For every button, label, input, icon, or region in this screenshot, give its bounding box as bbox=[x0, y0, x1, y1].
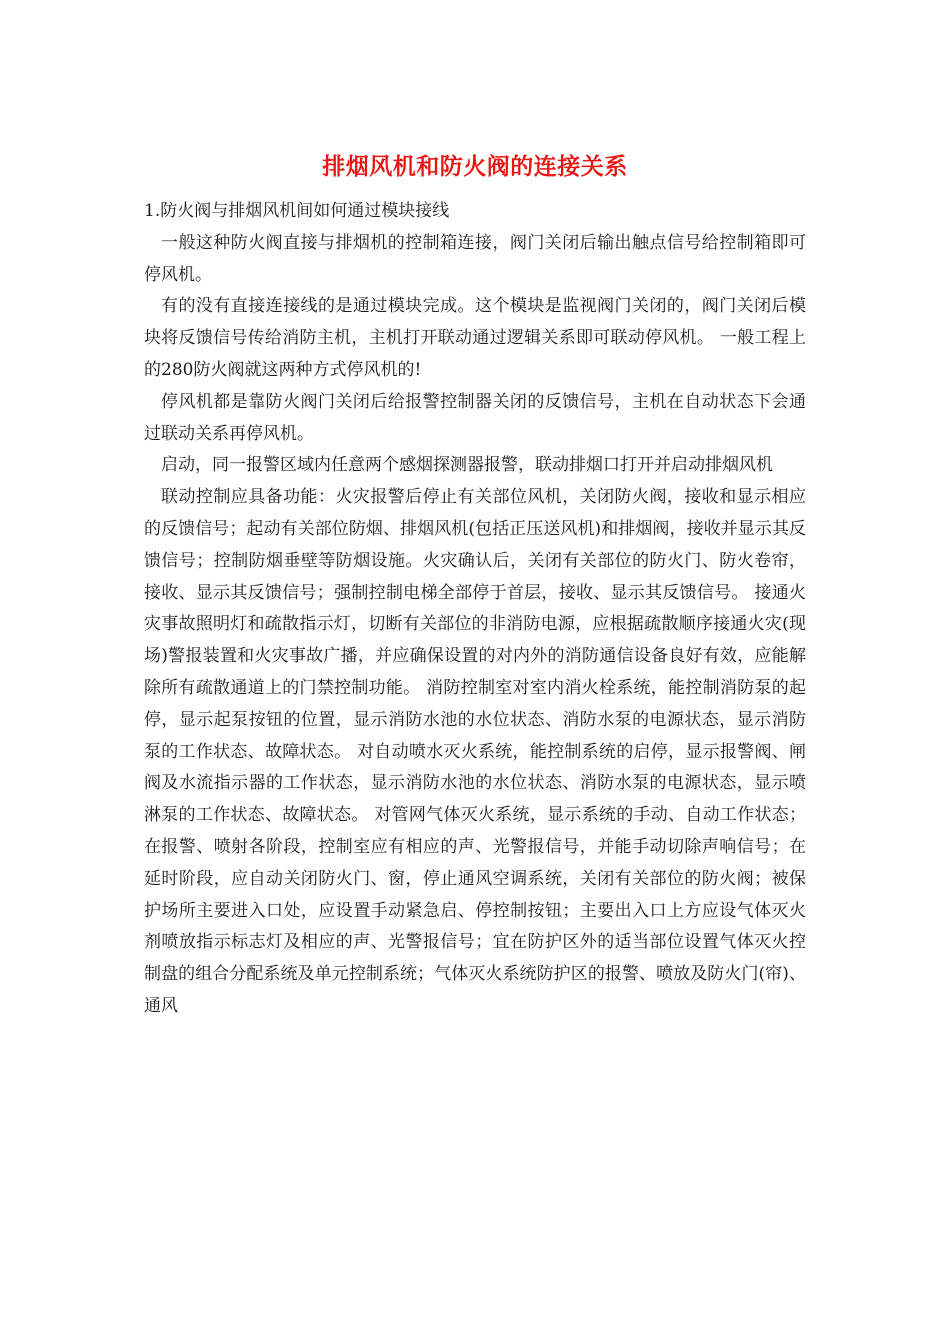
body-paragraph: 一般这种防火阀直接与排烟机的控制箱连接，阀门关闭后输出触点信号给控制箱即可停风机。 bbox=[144, 232, 806, 285]
body-paragraph: 联动控制应具备功能：火灾报警后停止有关部位风机，关闭防火阀，接收和显示相应的反馈信号；起动有关部位防烟、排烟风机(包括正压送风机)和排烟阀，接收并显示其反馈信号；控制防烟垂壁等防烟设施。火灾确认后，关闭有关部位的防火门、防火卷帘，接收、显示其反馈信号；强制控制电梯全部停于首层，接收、显示其反馈信号。 接通火灾事故照明灯和疏散指示灯，切断有关部位的非消防电源，应根据疏散顺序接通火灾(现场)警报装置和火灾事故广播，并应确保设置的对内外的消防通信设备良好有效，应能解除所有疏散通道上的门禁控制功能。 消防控制室对室内消火栓系统，能控制消防泵的起停，显示起泵按钮的位置，显示消防水池的水位状态、消防水泵的电源状态，显示消防泵的工作状态、故障状态。 对自动喷水灭火系统，能控制系统的启停，显示报警阀、闸阀及水流指示器的工作状态，显示消防水池的水位状态、消防水泵的电源状态，显示喷淋泵的工作状态、故障状态。 对管网气体灭火系统，显示系统的手动、自动工作状态；在报警、喷射各阶段，控制室应有相应的声、光警报信号，并能手动切除声响信号；在延时阶段，应自动关闭防火门、窗，停止通风空调系统，关闭有关部位的防火阀；被保护场所主要进入口处，应设置手动紧急启、停控制按钮；主要出入口上方应设气体灭火剂喷放指示标志灯及相应的声、光警报信号；宜在防护区外的适当部位设置气体灭火控制盘的组合分配系统及单元控制系统；气体灭火系统防护区的报警、喷放及防火门(帘)、通风 bbox=[144, 487, 806, 1016]
body-paragraph: 有的没有直接连接线的是通过模块完成。这个模块是监视阀门关闭的，阀门关闭后模块将反馈信号传给消防主机，主机打开联动通过逻辑关系即可联动停风机。 一般工程上的280防火阀就这两种方式停风机的! bbox=[144, 296, 806, 380]
body-paragraph: 停风机都是靠防火阀门关闭后给报警控制器关闭的反馈信号，主机在自动状态下会通过联动关系再停风机。 bbox=[144, 391, 806, 444]
body-paragraph: 启动，同一报警区域内任意两个感烟探测器报警，联动排烟口打开并启动排烟风机 bbox=[161, 455, 773, 476]
document-body bbox=[144, 196, 806, 1023]
document-title: 排烟风机和防火阀的连接关系 bbox=[322, 153, 628, 180]
section-heading: 1.防火阀与排烟风机间如何通过模块接线 bbox=[144, 201, 450, 221]
